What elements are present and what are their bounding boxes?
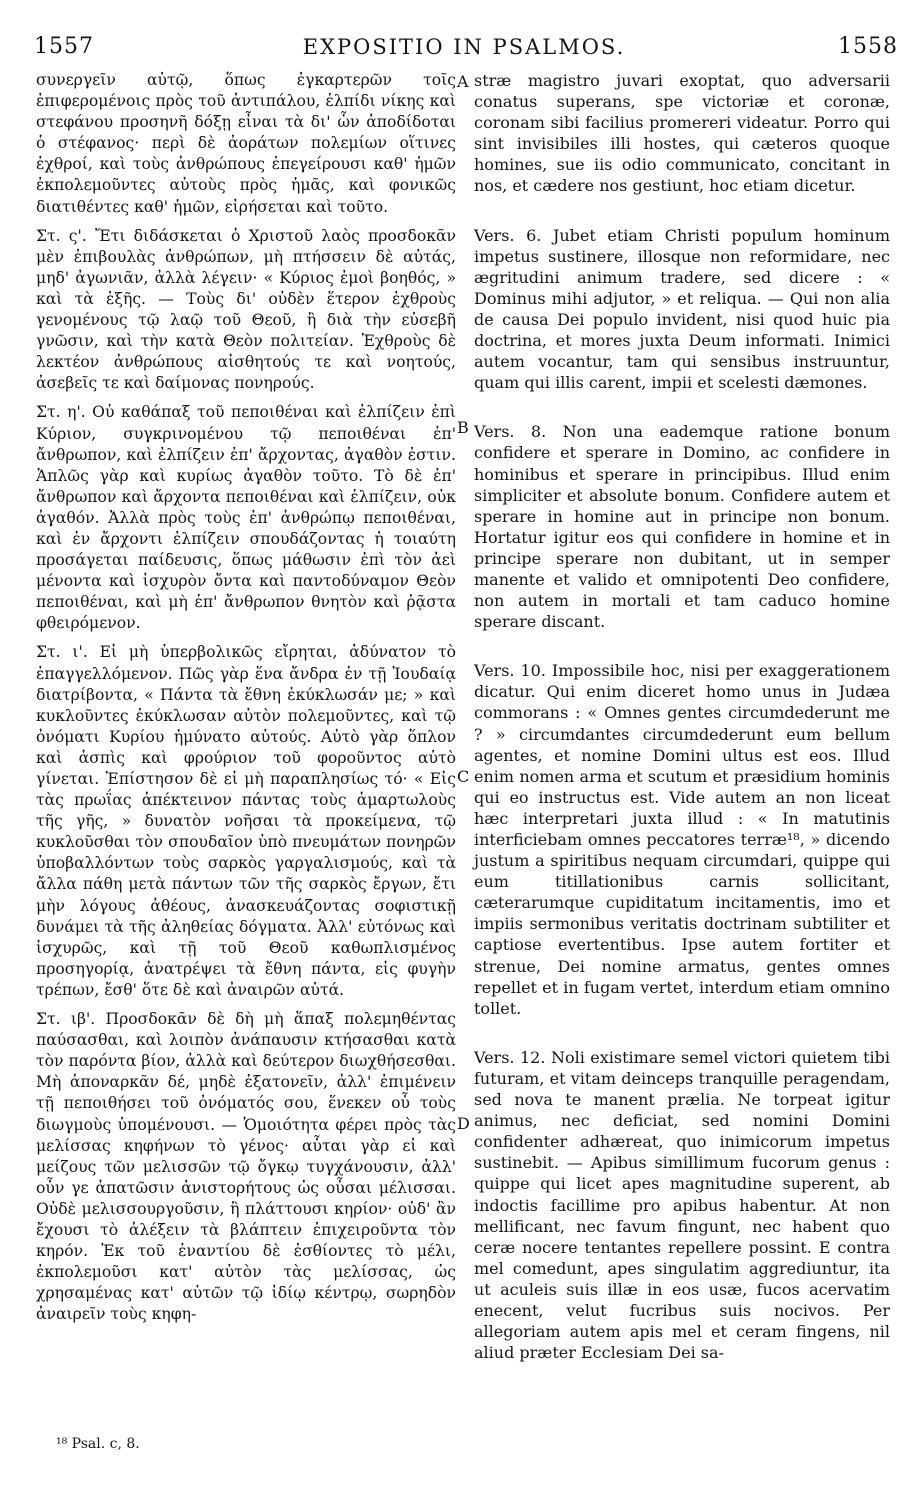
page-header: [30, 34, 898, 68]
latin-paragraph: stræ magistro juvari exoptat, quo adversarii conatus superans, spe victoriæ et coronæ, coronam sibi facilius promereri videatur. Porro qui sint invisibiles illi hostes, qui cæteros quoque homines, sue iis odio communicato, concitant in nos, et cædere nos gestiunt, hoc etiam dicetur.: [474, 71, 890, 196]
footnote: ¹⁸ Psal. c, 8.: [56, 1436, 140, 1452]
greek-paragraph: Στ. ιβ'. Προσδοκᾶν δὲ δὴ μὴ ἅπαξ πολεμηθέντας παύσασθαι, καὶ λοιπὸν ἀνάπαυσιν κτήσασθαι κατὰ τὸν παρόντα βίον, ἀλλὰ καὶ δεύτερον διωχθήσεσθαι. Μὴ ἀποναρκᾶν δέ, μηδὲ ἐξατονεῖν, ἀλλ' ἐπιμένειν τῇ πεποιθήσει τοῦ ὀνόματός σου, ἕνεκεν οὗ τοὺς διωγμοὺς ὑπομένουσι. — Ὁμοιότητα φέρει πρὸς τὰς μελίσσας κηφήνων τὸ γένος· αὗται γὰρ εἰ καὶ μείζους τῶν μελισσῶν τῷ ὄγκῳ τυγχάνουσιν, ἀλλ' οὖν γε ἀπατῶσιν ἀνιστορήτους ὡς οὖσαι μέλισσαι. Οὐδὲ μελισσουργοῦσιν, ἢ πλάττουσι κηρίον· οὐδ' ἂν ἔχουσι τὸ ἀλέξειν τὰ βλάπτειν ἐπιχειροῦντα τὸν κηρόν. Ἐκ τοῦ ἐναντίου δὲ ἐσθίοντες τὸ μέλι, ἐκπολεμοῦσι κατ' αὐτὸν τὰς μελίσσας, ὡς χρησαμένας κατ' αὐτῶν τῷ ἰδίῳ κέντρῳ, σωρηδὸν ἀναιρεῖν τοὺς κηφη-: [36, 1010, 456, 1324]
page-number-left: 1557: [34, 34, 94, 59]
greek-paragraph: Στ. η'. Οὐ καθάπαξ τοῦ πεποιθέναι καὶ ἐλπίζειν ἐπὶ Κύριον, συγκρινομένου τῷ πεποιθέναι ἐπ' ἄνθρωπον, καὶ ἐλπίζειν ἐπ' ἄρχοντας, ἀγαθὸν ἐστιν. Ἁπλῶς γὰρ καὶ κυρίως ἀγαθὸν τοῦτο. Τὸ δὲ ἐπ' ἄνθρωπον καὶ ἄρχοντα πεποιθέναι καὶ ἐλπίζειν, οὐκ ἀγαθόν. Ἀλλὰ πρὸς τοὺς ἐπ' ἀνθρώπῳ πεποιθέναι, καὶ ἐν ἄρχοντι ἐλπίζειν σπουδάζοντας ἡ τοιαύτη προσάγεται παίδευσις, ὅπως μάθωσιν ἐπὶ τὸν ἀεὶ μένοντα καὶ ἰσχυρὸν ὄντα καὶ παντοδύναμον Θεὸν πεποιθέναι, καὶ μὴ ἐπ' ἄνθρωπον θνητὸν καὶ ῥᾷστα φθειρόμενον.: [36, 403, 456, 633]
greek-paragraph: συνεργεῖν αὐτῷ, ὅπως ἐγκαρτερῶν τοῖς ἐπιφερομένοις πρὸς τοῦ ἀντιπάλου, ἐλπίδι νίκης καὶ στεφάνου προσηνῆ δόξῃ εἶναι τὰ δι' ὧν ἀποδίδοται ὁ στέφανος· περὶ δὲ ἀοράτων πολεμίων οἵτινες ἐχθροί, καὶ τοὺς ἀνθρώπους ἐπεγείρουσι καθ' ἡμῶν ἐκπολεμοῦντες αὐτοὺς πρὸς ἡμᾶς, καὶ φονικῶς διατιθέντες καθ' ἡμῶν, εἰρήσεται καὶ τοῦτο.: [36, 71, 456, 216]
page-number-right: 1558: [838, 34, 898, 59]
section-marker-c: C: [457, 767, 470, 786]
running-title: EXPOSITIO IN PSALMOS.: [302, 35, 626, 59]
latin-paragraph: Vers. 10. Impossibile hoc, nisi per exaggerationem dicatur. Qui enim diceret homo unus in Judæa commorans : « Omnes gentes circumdederunt me ? » circumdantes circumdederunt eum bellum agentes, et nomine Domini ultus est eos. Illud enim nomen arma et scutum et præsidium hominis qui eo instructus est. Vide autem an non liceat hæc interpretari juxta illud : « In matutinis interficiebam omnes peccatores terræ¹⁸, » dicendo justum a spiritibus nequam circumdari, quippe qui eum titillationibus carnis sollicitant, cæterarumque cupiditatum incitamentis, imo et impiis sermonibus veritatis doctrinam subtiliter et captiose evertentibus. Ipse autem fortiter et strenue, Dei nomine armatus, gentes omnes repellet et in fugam vertet, interdum etiam omnino tollet.: [474, 661, 890, 1018]
greek-paragraph: Στ. ς'. Ἔτι διδάσκεται ὁ Χριστοῦ λαὸς προσδοκᾶν μὲν ἐπιβουλὰς ἀνθρώπων, μὴ πτήσσειν δὲ αὐτάς, μηδ' ἀγωνιᾶν, ἀλλὰ λέγειν· « Κύριος ἐμοὶ βοηθός, » καὶ τὰ ἑξῆς. — Τοὺς δι' οὐδὲν ἕτερον ἐχθροὺς γενομένους τῷ λαῷ τοῦ Θεοῦ, ἢ διὰ τὴν εὐσεβῆ γνῶσιν, καὶ τὴν κατὰ Θεὸν πολιτείαν. Ἐχθροὺς δὲ λεκτέον ἀνθρώπους αἰσθητούς τε καὶ νοητούς, ἀσεβεῖς τε καὶ δαίμονας πονηρούς.: [36, 226, 456, 393]
latin-column: [474, 70, 890, 1363]
section-marker-b: B: [457, 418, 469, 437]
greek-column: [36, 70, 456, 1325]
greek-paragraph: Στ. ι'. Εἰ μὴ ὑπερβολικῶς εἴρηται, ἀδύνατον τὸ ἐπαγγελλόμενον. Πῶς γὰρ ἕνα ἄνδρα ἐν τῇ Ἰουδαίᾳ διατρίβοντα, « Πάντα τὰ ἔθνη ἐκύκλωσάν με; » καὶ κυκλοῦντες ἐκύκλωσαν αὐτὸν πολεμοῦντες, καὶ τῷ ὀνόματι Κυρίου ἠμύνατο αὐτούς. Αὐτὸ γὰρ ὅπλον καὶ ἀσπὶς καὶ φρούριον τοῦ φοροῦντος αὐτὸ γίνεται. Ἐπίστησον δὲ εἰ μὴ παραπλησίως τό· « Εἰς τὰς πρωΐας ἀπέκτεινον πάντας τοὺς ἁμαρτωλοὺς τῆς γῆς, » δυνατὸν νοῆσαι τὰ προκείμενα, τῷ κυκλοῦσθαι τὸν σπουδαῖον ὑπὸ πνευμάτων πονηρῶν ὑποβαλλόντων τοὺς σαρκὸς γαργαλισμούς, καὶ τὰ ἄλλα πάθη μετὰ πάντων τῶν τῆς σαρκὸς ἔργων, ἔτι μὴν λόγους ἀθέους, ἀνασκευάζοντας σοφιστικῇ δυνάμει τὰ τῆς ἀληθείας δόγματα. Ἀλλ' εὐτόνως καὶ ἰσχυρῶς, καὶ τῇ τοῦ Θεοῦ καθωπλισμένος προσηγορίᾳ, ἀνατρέψει τὰ ἔθνη πάντα, εἰς φυγὴν τρέπων, ἔσθ' ὅτε δὲ καὶ ἀναιρῶν αὐτά.: [36, 643, 456, 999]
latin-paragraph: Vers. 8. Non una eademque ratione bonum confidere et sperare in Domino, ac confidere in hominibus et sperare in principibus. Illud enim simpliciter et absolute bonum. Confidere autem et sperare in homine aut in principe non bonum. Hortatur igitur eos qui confidere in homine et in principe sperare non dubitant, ut in semper manente et valido et omnipotenti Deo confidere, non autem in mortali et tam caduco homine sperare discant.: [474, 422, 890, 632]
section-marker-d: D: [457, 1114, 470, 1133]
latin-paragraph: Vers. 6. Jubet etiam Christi populum hominum impetus sustinere, illosque non reformidare, nec ægritudini animum tradere, sed dicere : « Dominus mihi adjutor, » et reliqua. — Qui non alia de causa Dei populo invident, nisi quod huic pia doctrina, et mores juxta Deum informati. Inimici autem vocantur, tam qui sensibus instruuntur, quam qui illis carent, impii et scelesti dæmones.: [474, 225, 890, 393]
latin-paragraph: Vers. 12. Noli existimare semel victori quietem tibi futuram, et vitam deinceps tranquille peragendam, sed nova te manent prælia. Ne torpeat igitur animus, nec deficiat, sed nomini Domini confidenter adhæreat, quo inimicorum impetus sustinebit. — Apibus simillimum fucorum genus : quippe qui licet apes magnitudine superent, ab indoctis facillime pro apibus habentur. At non mellificant, nec favum fingunt, nec habent quo ceræ nocere tentantes repellere possint. E contra mel comedunt, apes singulatim aggrediuntur, ita ut aculeis suis illæ in eos usæ, fucos acervatim enecent, velut fucribus suis nocivos. Per allegoriam autem apis mel et ceram fingens, nil aliud præter Ecclesiam Dei sa-: [474, 1047, 890, 1363]
section-marker-a: A: [457, 72, 469, 91]
